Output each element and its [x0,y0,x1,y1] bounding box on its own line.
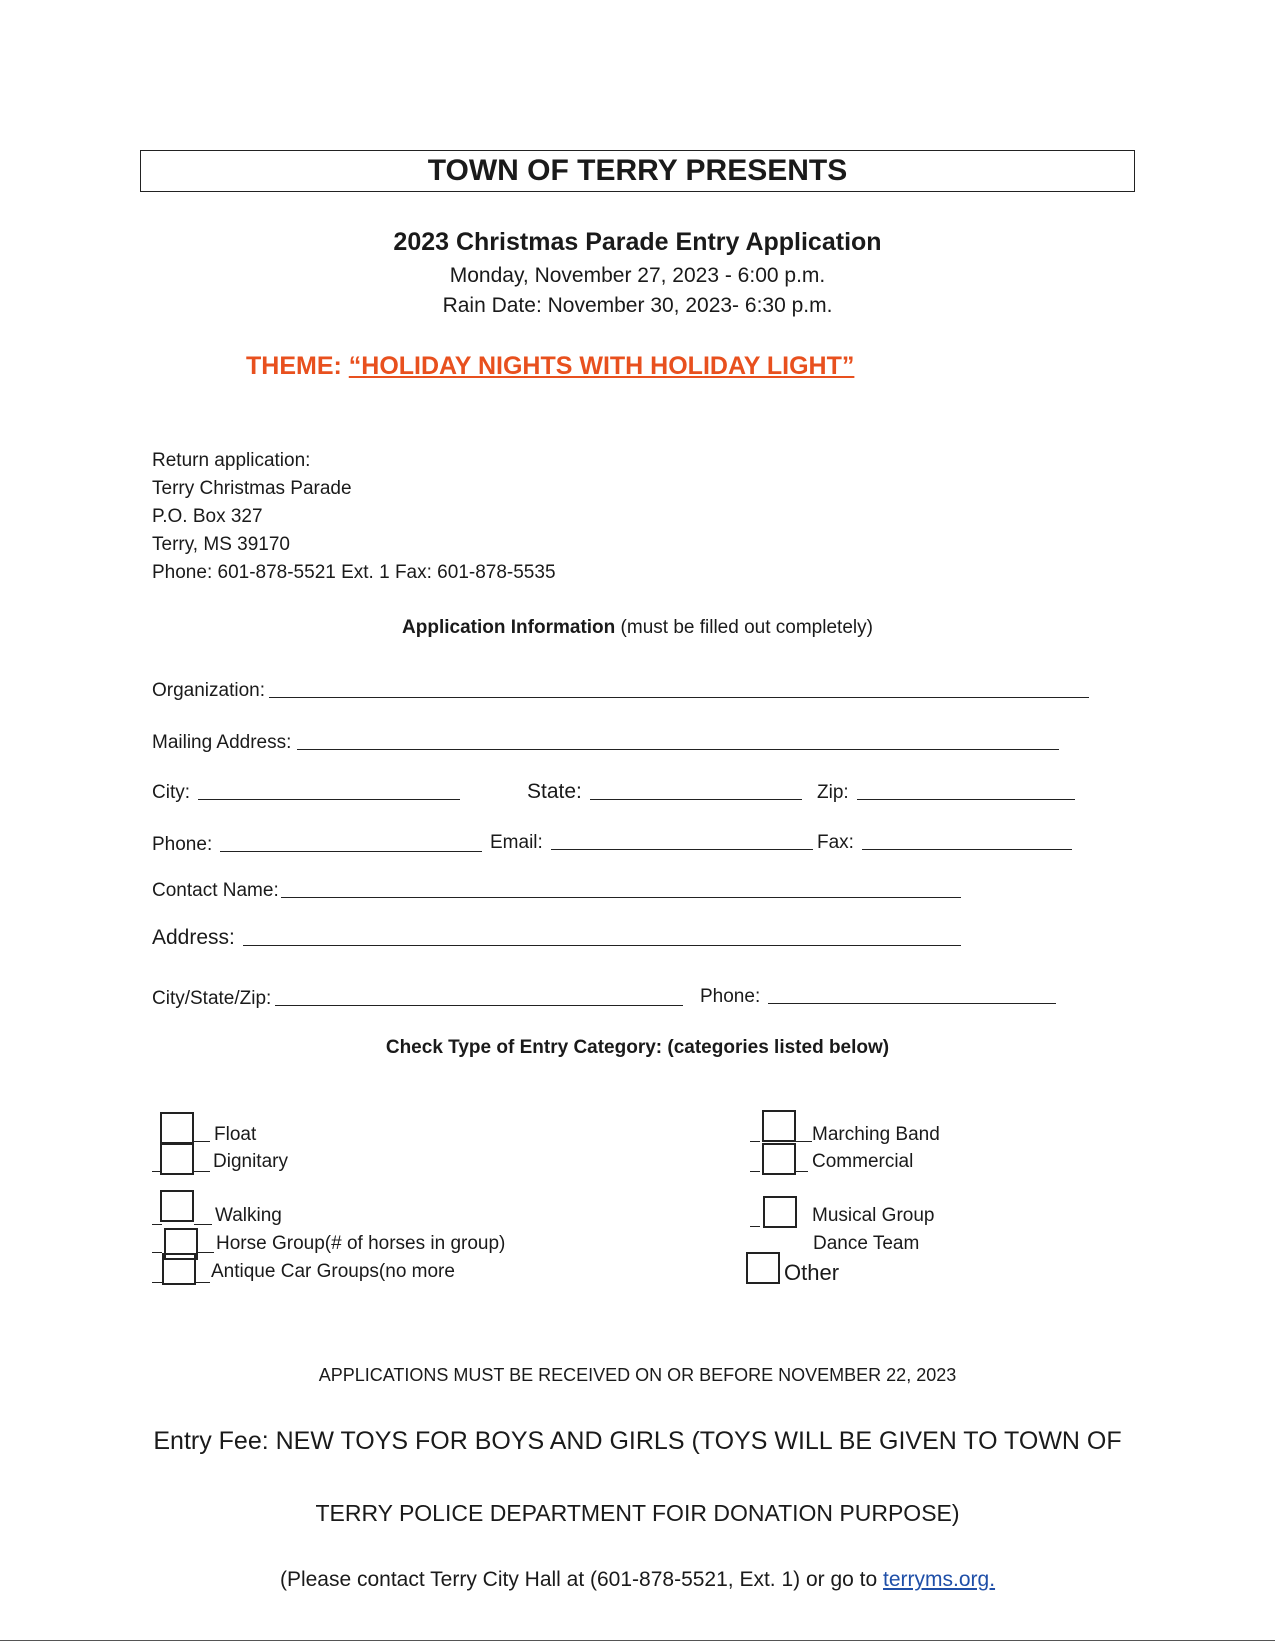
city-state-zip-field[interactable] [275,1005,683,1006]
page-title: TOWN OF TERRY PRESENTS [140,150,1135,192]
mailing-address-field[interactable] [297,749,1059,750]
marching-tick [796,1141,812,1142]
musical-group-label: Musical Group [812,1205,935,1226]
fax-label: Fax: [817,832,854,853]
application-info-bold: Application Information [402,617,616,638]
musical-tick-left [750,1226,760,1227]
other-checkbox[interactable] [746,1252,780,1284]
float-tick [194,1141,210,1142]
application-info-heading [0,617,1275,639]
contact-phone-field[interactable] [768,1003,1056,1004]
antique-tick [196,1282,210,1283]
zip-row [817,782,1075,804]
float-label: Float [214,1124,257,1145]
city-field[interactable] [198,799,460,800]
organization-row [152,680,1089,702]
organization-label: Organization: [152,680,266,701]
theme-label: THEME: [246,352,342,380]
website-link[interactable]: terryms.org. [883,1568,996,1591]
antique-car-label: Antique Car Groups(no more [211,1261,455,1282]
walking-label: Walking [215,1205,282,1226]
commercial-tick [796,1171,808,1172]
dignitary-tick [194,1171,210,1172]
marching-band-checkbox[interactable] [762,1110,796,1142]
marching-tick-left [750,1141,760,1142]
mailing-address-label: Mailing Address: [152,732,292,753]
walking-tick-left [152,1224,162,1225]
parade-date: Monday, November 27, 2023 - 6:00 p.m. [449,264,826,287]
phone-field[interactable] [220,851,482,852]
state-label: State: [527,780,582,803]
contact-phone-label: Phone: [700,986,761,1007]
horse-group-label: Horse Group(# of horses in group) [216,1233,506,1254]
contact-name-label: Contact Name: [152,880,279,901]
address-row [152,926,961,950]
rain-date: Rain Date: November 30, 2023- 6:30 p.m. [442,294,833,317]
theme-text: “HOLIDAY NIGHTS WITH HOLIDAY LIGHT” [348,352,855,380]
contact-text: (Please contact Terry City Hall at (601-878-5521, Ext. 1) or go to [279,1568,878,1591]
return-line-3: P.O. Box 327 [152,506,263,527]
contact-name-field[interactable] [281,897,961,898]
musical-group-checkbox[interactable] [763,1196,797,1228]
commercial-tick-left [750,1171,760,1172]
organization-field[interactable] [269,697,1089,698]
address-label: Address: [152,926,235,949]
zip-label: Zip: [817,782,849,803]
address-field[interactable] [243,945,961,946]
horse-tick-left [152,1252,162,1253]
city-state-zip-row [152,988,683,1010]
city-row [152,782,460,804]
entry-fee-line-2: TERRY POLICE DEPARTMENT FOIR DONATION PURPOSE) [315,1500,960,1526]
fax-field[interactable] [862,849,1072,850]
email-row [490,832,813,854]
marching-band-label: Marching Band [812,1124,940,1145]
contact-phone-row [700,986,1056,1008]
state-row [527,780,802,804]
theme-line [246,352,854,381]
commercial-checkbox[interactable] [762,1143,796,1175]
city-state-zip-label: City/State/Zip: [152,988,272,1009]
float-checkbox[interactable] [160,1112,194,1144]
city-label: City: [152,782,190,803]
email-field[interactable] [551,849,813,850]
contact-info [0,1568,1275,1592]
mailing-address-row [152,732,1059,754]
walking-tick [194,1224,212,1225]
antique-tick-left [152,1282,162,1283]
other-label: Other [784,1260,840,1285]
return-line-5: Phone: 601-878-5521 Ext. 1 Fax: 601-878-5535 [152,562,556,583]
fax-row [817,832,1072,854]
return-line-2: Terry Christmas Parade [152,478,352,499]
commercial-label: Commercial [812,1151,914,1172]
walking-checkbox[interactable] [160,1190,194,1222]
return-line-4: Terry, MS 39170 [152,534,290,555]
phone-row [152,834,482,856]
deadline-notice: APPLICATIONS MUST BE RECEIVED ON OR BEFORE NOVEMBER 22, 2023 [318,1365,957,1385]
phone-label: Phone: [152,834,213,855]
antique-car-checkbox[interactable] [162,1253,196,1285]
return-line-1: Return application: [152,450,311,471]
dance-team-label: Dance Team [813,1233,920,1254]
dignitary-checkbox[interactable] [160,1143,194,1175]
contact-name-row [152,880,961,902]
bottom-divider [0,1640,1275,1641]
email-label: Email: [490,832,543,853]
category-heading: Check Type of Entry Category: (categories listed below) [385,1037,890,1058]
dignitary-label: Dignitary [213,1151,288,1172]
application-info-note: (must be filled out completely) [620,617,873,638]
application-subtitle: 2023 Christmas Parade Entry Application [393,228,882,256]
zip-field[interactable] [857,799,1075,800]
entry-fee-line-1: Entry Fee: NEW TOYS FOR BOYS AND GIRLS (TOYS WILL BE GIVEN TO TOWN OF [153,1427,1122,1455]
state-field[interactable] [590,799,802,800]
horse-tick [198,1252,214,1253]
